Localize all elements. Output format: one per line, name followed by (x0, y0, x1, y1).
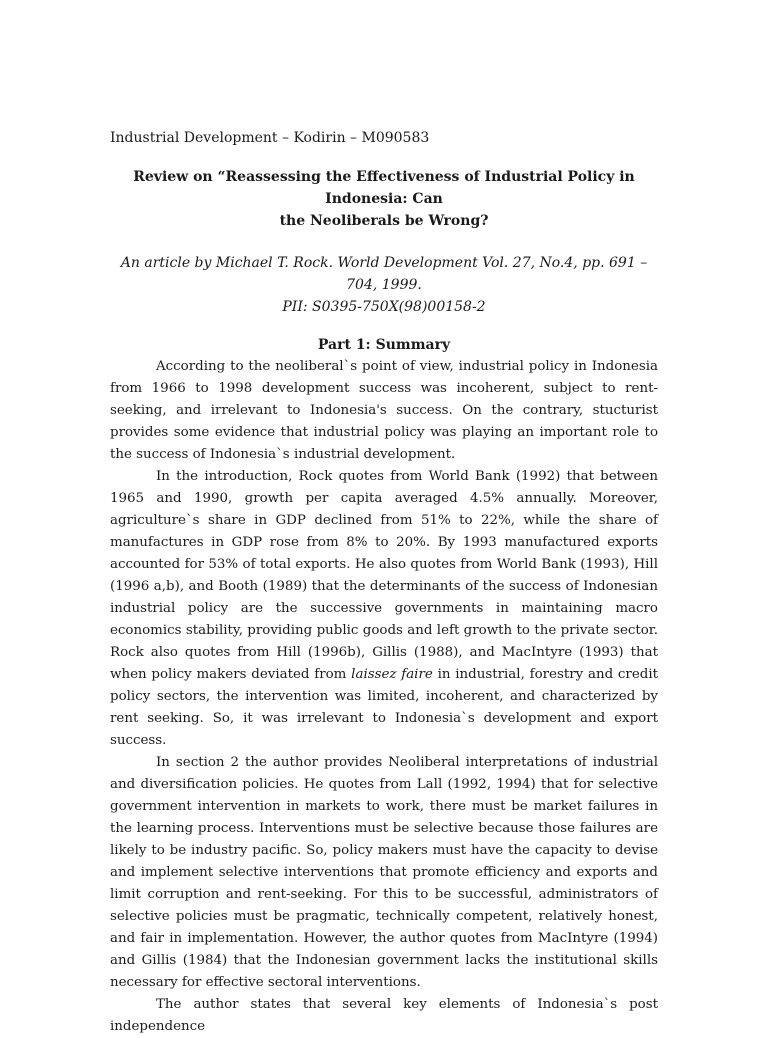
paragraph-1: According to the neoliberal`s point of view, industrial policy in Indonesia from 1966 to 1998 development success was incoherent, subject to rent-seeking, and irrelevant to Indonesia's success. On the contrary, stucturist provides some evidence that industrial policy was playing an important role to the success of Indonesia`s industrial development. (110, 359, 658, 462)
paragraph-2-italic: laissez faire (351, 667, 433, 682)
citation-line-1: An article by Michael T. Rock. World Development Vol. 27, No.4, pp. 691 – 704, 1999. (120, 255, 648, 293)
paragraph-2 (110, 466, 658, 752)
article-citation (110, 252, 658, 318)
paragraph-4: The author states that several key elements of Indonesia`s post independence (110, 997, 658, 1034)
citation-line-2: PII: S0395-750X(98)00158-2 (282, 299, 486, 315)
review-title-line-1: Review on “Reassessing the Effectiveness of Industrial Policy in Indonesia: Can (133, 169, 635, 207)
section-heading: Part 1: Summary (317, 337, 451, 353)
paragraph-2-text: In the introduction, Rock quotes from World Bank (1992) that between 1965 and 1990, growth per capita averaged 4.5% annually. Moreover, agriculture`s share in GDP declined from 51% to 22%, while the share of manufactures in GDP rose from 8% to 20%. By 1993 manufactured exports accounted for 53% of total exports. He also quotes from World Bank (1993), Hill (1996 a,b), and Booth (1989) that the determinants of the success of Indonesian industrial policy are the successive governments in maintaining macro economics stability, providing public goods and left growth to the private sector. Rock also quotes from Hill (1996b), Gillis (1988), and MacIntyre (1993) that when policy makers deviated from (110, 469, 658, 682)
header-line: Industrial Development – Kodirin – M090583 (110, 130, 430, 146)
paragraph-2-tail: in industrial, forestry and credit policy sectors, the intervention was limited, incoherent, and characterized by rent seeking. So, it was irrelevant to Indonesia`s development and export success. (110, 667, 658, 748)
paragraph-3: In section 2 the author provides Neoliberal interpretations of industrial and diversification policies. He quotes from Lall (1992, 1994) that for selective government intervention in markets to work, there must be market failures in the learning process. Interventions must be selective because those failures are likely to be industry pacific. So, policy makers must have the capacity to devise and implement selective interventions that promote efficiency and exports and limit corruption and rent-seeking. For this to be successful, administrators of selective policies must be pragmatic, technically competent, relatively honest, and fair in implementation. However, the author quotes from MacIntyre (1994) and Gillis (1984) that the Indonesian government lacks the institutional skills necessary for effective sectoral interventions. (110, 755, 658, 990)
review-title (110, 166, 658, 232)
review-title-line-2: the Neoliberals be Wrong? (279, 213, 489, 229)
